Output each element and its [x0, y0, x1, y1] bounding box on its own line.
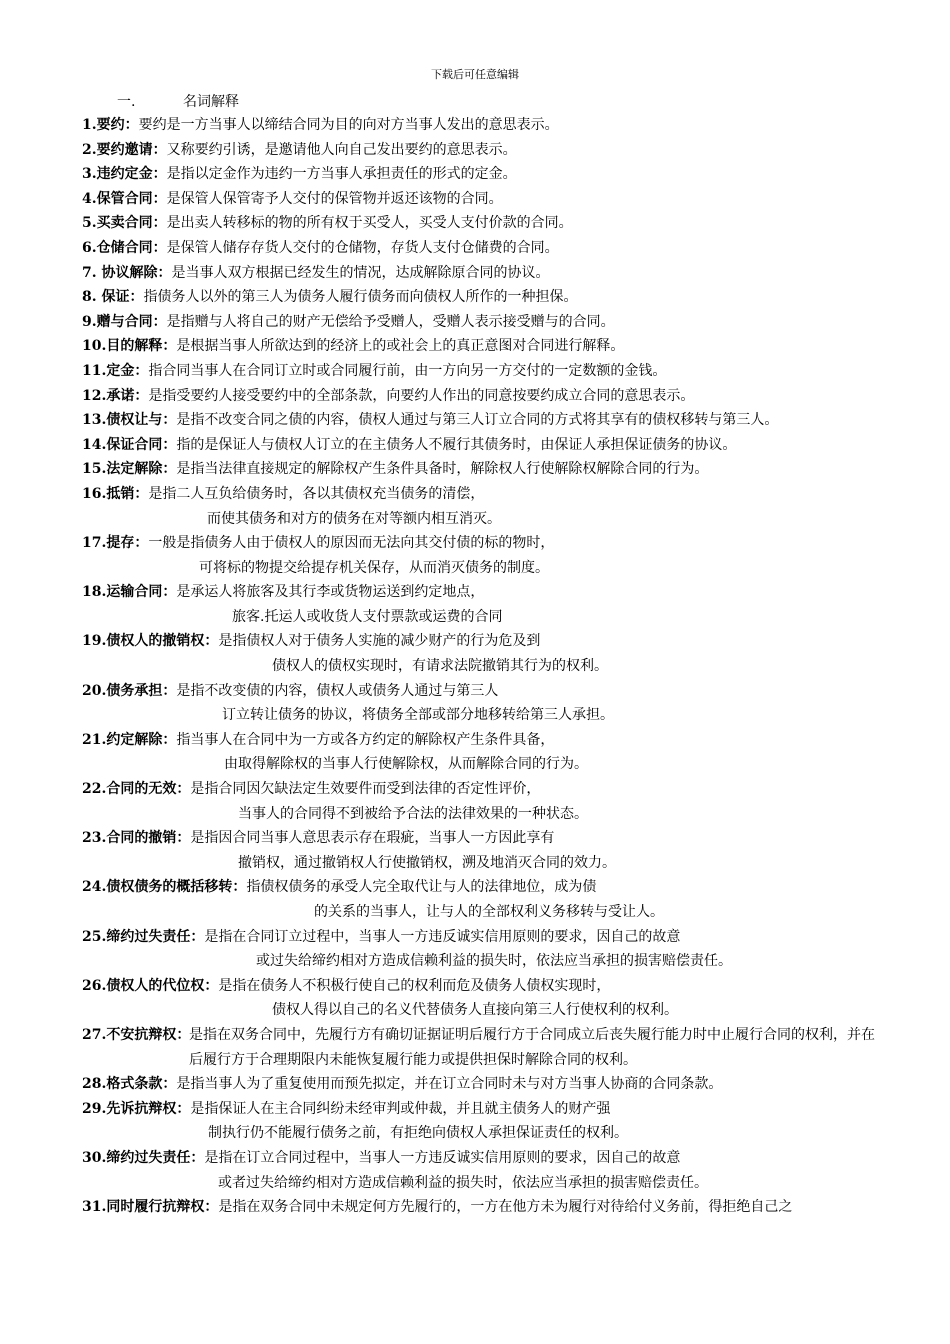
definition-term: 21.约定解除： [82, 731, 177, 748]
definition-text: 是指因合同当事人意思表示存在瑕疵，当事人一方因此享有 [190, 830, 555, 847]
definition-text: 是指保证人在主合同纠纷未经审判或仲裁，并且就主债务人的财产强 [190, 1100, 611, 1117]
definition-term: 31.同时履行抗辩权： [82, 1199, 219, 1216]
definition-entry [82, 310, 882, 335]
definition-term: 7. 协议解除： [82, 264, 172, 281]
definition-text: 指债权债务的承受人完全取代让与人的法律地位，成为债 [246, 879, 597, 896]
definition-text: 是指赠与人将自己的财产无偿给予受赠人，受赠人表示接受赠与的合同。 [166, 313, 615, 330]
definition-entry [82, 359, 882, 384]
definition-term: 11.定金： [82, 362, 149, 379]
definition-text: 是出卖人转移标的物的所有权于买受人，买受人支付价款的合同。 [166, 215, 573, 232]
definition-term: 5.买卖合同： [82, 215, 167, 232]
definition-term: 30.缔约过失责任： [82, 1149, 205, 1166]
definition-term: 4.保管合同： [82, 190, 167, 207]
definition-entry [82, 875, 882, 924]
definition-entry [82, 482, 882, 531]
definition-text: 是指合同因欠缺法定生效要件而受到法律的否定性评价， [190, 781, 541, 798]
definition-term: 28.格式条款： [82, 1076, 177, 1093]
definition-entry [82, 1023, 882, 1072]
definition-entry [82, 531, 882, 580]
definition-text: 的关系的当事人，让与人的全部权利义务移转与受让人。 [314, 904, 664, 920]
definition-term: 23.合同的撤销： [82, 830, 191, 847]
definition-term: 15.法定解除： [82, 461, 177, 478]
definition-text: 是指当事人为了重复使用而预先拟定，并在订立合同时未与对方当事人协商的合同条款。 [176, 1076, 723, 1093]
definition-entry [82, 285, 882, 310]
definition-text: 是指二人互负给债务时，各以其债权充当债务的清偿， [148, 485, 485, 502]
definition-entry [82, 162, 882, 187]
definition-text: 是指当法律直接规定的解除权产生条件具备时，解除权人行使解除权解除合同的行为。 [176, 461, 709, 478]
definition-text: 指当事人在合同中为一方或各方约定的解除权产生条件具备， [176, 731, 555, 748]
definition-term: 24.债权债务的概括移转： [82, 879, 247, 896]
definition-entry [82, 408, 882, 433]
definition-term: 17.提存： [82, 535, 149, 552]
definition-entry [82, 433, 882, 458]
definition-term: 6.仓储合同： [82, 239, 167, 256]
definition-entry [82, 138, 882, 163]
definition-text: 指合同当事人在合同订立时或合同履行前，由一方向另一方交付的一定数额的金钱。 [148, 362, 667, 379]
definition-text: 是指在债务人不积极行使自己的权利而危及债务人债权实现时， [218, 977, 611, 994]
definition-text: 债权人的债权实现时，有请求法院撤销其行为的权利。 [272, 658, 608, 675]
definition-text: 是保管人储存存货人交付的仓储物，存货人支付仓储费的合同。 [166, 239, 559, 256]
definition-text: 或者过失给缔约相对方造成信赖利益的损失时，依法应当承担的损害赔偿责任。 [218, 1174, 708, 1191]
definition-text: 是指以定金作为违约一方当事人承担责任的形式的定金。 [166, 166, 517, 183]
section-title-text: 名词解释 [183, 94, 239, 110]
definition-text: 指的是保证人与债权人订立的在主债务人不履行其债务时，由保证人承担保证债务的协议。 [176, 436, 737, 453]
definition-entry [82, 334, 882, 359]
definition-entry [82, 1097, 882, 1146]
definition-term: 19.债权人的撤销权： [82, 633, 219, 650]
definition-term: 10.目的解释： [82, 338, 177, 355]
definition-entry [82, 974, 882, 1023]
definition-text: 是当事人双方根据已经发生的情况，达成解除原合同的协议。 [171, 264, 550, 281]
definition-text: 又称要约引诱，是邀请他人向自己发出要约的意思表示。 [166, 141, 517, 158]
definition-text: 是指在双务合同中，先履行方有确切证据证明后履行方于合同成立后丧失履行能力时中止履行合同的权利，并在后履行方于合理期限内未能恢复履行能力或提供担保时解除合同的权利。 [189, 1026, 875, 1068]
definition-entry [82, 236, 882, 261]
definition-text: 指债务人以外的第三人为债务人履行债务而向债权人所作的一种担保。 [143, 289, 578, 306]
page-header: 下载后可任意编辑 [431, 68, 519, 81]
definition-text: 由取得解除权的当事人行使解除权，从而解除合同的行为。 [224, 756, 588, 773]
definition-text: 是根据当事人所欲达到的经济上的或社会上的真正意图对合同进行解释。 [176, 338, 625, 355]
definition-term: 1.要约： [82, 117, 139, 133]
definition-term: 25.缔约过失责任： [82, 928, 205, 945]
definition-text: 而使其债务和对方的债务在对等额内相互消灭。 [207, 510, 501, 527]
section-title [117, 91, 239, 111]
definition-text: 旅客.托运人或收货人支付票款或运费的合同 [232, 608, 503, 625]
definition-entry [82, 580, 882, 629]
definition-entry [82, 384, 882, 409]
definition-text: 可将标的物提交给提存机关保存，从而消灭债务的制度。 [199, 559, 549, 576]
definition-entry [82, 113, 882, 138]
definition-term: 26.债权人的代位权： [82, 977, 219, 994]
definition-term: 14.保证合同： [82, 436, 177, 453]
definition-text: 是指债权人对于债务人实施的减少财产的行为危及到 [218, 633, 541, 650]
definition-entry [82, 1146, 882, 1195]
definition-entry [82, 629, 882, 678]
definition-term: 27.不安抗辩权： [82, 1026, 191, 1043]
definition-text: 是指在合同订立过程中，当事人一方违反诚实信用原则的要求，因自己的故意 [204, 928, 681, 945]
definition-entry [82, 1072, 882, 1097]
definition-entry [82, 1195, 882, 1220]
definition-entry [82, 261, 882, 286]
definition-text: 制执行仍不能履行债务之前，有拒绝向债权人承担保证责任的权利。 [208, 1125, 628, 1142]
definition-text: 撤销权，通过撤销权人行使撤销权，溯及地消灭合同的效力。 [238, 854, 616, 871]
definition-term: 16.抵销： [82, 485, 149, 502]
definition-text: 是保管人保管寄予人交付的保管物并返还该物的合同。 [166, 190, 503, 207]
definition-text: 是指不改变合同之债的内容，债权人通过与第三人订立合同的方式将其享有的债权移转与第三人。 [176, 412, 779, 429]
definition-text: 是指受要约人接受要约中的全部条款，向要约人作出的同意按要约成立合同的意思表示。 [148, 387, 695, 404]
definition-term: 2.要约邀请： [82, 141, 167, 158]
definition-text: 是指在双务合同中未规定何方先履行的，一方在他方未为履行对待给付义务前，得拒绝自己之 [218, 1199, 793, 1216]
definition-entry [82, 679, 882, 728]
definition-entry [82, 777, 882, 826]
definition-entry [82, 211, 882, 236]
definition-term: 29.先诉抗辩权： [82, 1100, 191, 1117]
definition-term: 3.违约定金： [82, 166, 167, 183]
definition-entry [82, 457, 882, 482]
definition-term: 8. 保证： [82, 289, 144, 306]
definition-term: 9.赠与合同： [82, 313, 167, 330]
section-number: 一. [117, 94, 136, 110]
definition-text: 一般是指债务人由于债权人的原因而无法向其交付债的标的物时， [148, 535, 555, 552]
definition-text: 债权人得以自己的名义代替债务人直接向第三人行使权利的权利。 [272, 1002, 678, 1019]
definition-text: 是指不改变债的内容，债权人或债务人通过与第三人 [176, 682, 499, 699]
definition-text: 要约是一方当事人以缔结合同为目的向对方当事人发出的意思表示。 [138, 117, 559, 133]
definition-term: 20.债务承担： [82, 682, 177, 699]
definition-entry [82, 925, 882, 974]
definition-text: 是承运人将旅客及其行李或货物运送到约定地点， [176, 584, 485, 601]
definition-text: 当事人的合同得不到被给予合法的法律效果的一种状态。 [238, 805, 588, 822]
definition-term: 18.运输合同： [82, 584, 177, 601]
definition-text: 订立转让债务的协议，将债务全部或部分地移转给第三人承担。 [222, 707, 614, 724]
definition-term: 12.承诺： [82, 387, 149, 404]
definition-text: 或过失给缔约相对方造成信赖利益的损失时，依法应当承担的损害赔偿责任。 [256, 953, 732, 970]
definition-entry [82, 187, 882, 212]
definition-text: 是指在订立合同过程中，当事人一方违反诚实信用原则的要求，因自己的故意 [204, 1149, 681, 1166]
definition-term: 13.债权让与： [82, 412, 177, 429]
definition-list [82, 113, 882, 1220]
definition-term: 22.合同的无效： [82, 781, 191, 798]
definition-entry [82, 826, 882, 875]
definition-entry [82, 728, 882, 777]
